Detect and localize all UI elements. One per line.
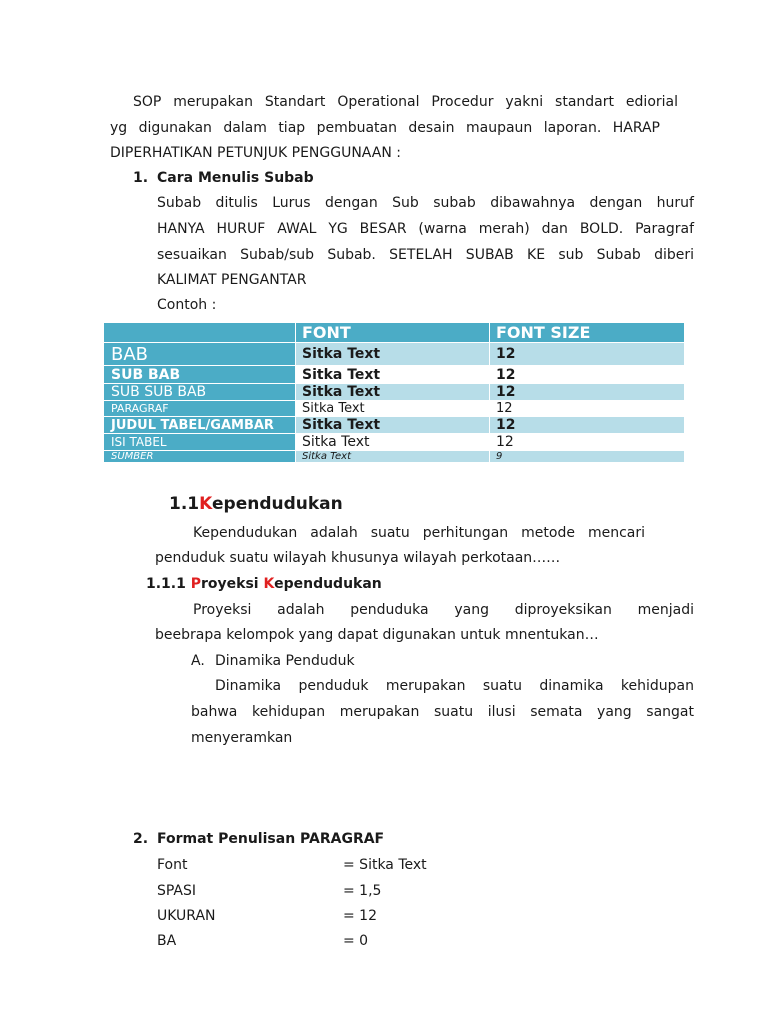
- spec-key-ba: BA: [157, 933, 177, 949]
- table-cell-font: Sitka Text: [296, 451, 490, 463]
- example-para-1-1-line-1: Kependudukan adalah suatu perhitungan metode mencari: [193, 525, 645, 541]
- table-cell-label: JUDUL TABEL/GAMBAR: [104, 417, 296, 434]
- table-cell-font: Sitka Text: [296, 384, 490, 401]
- table-cell-size: 12: [490, 417, 685, 434]
- table-cell-label: ISI TABEL: [104, 434, 296, 451]
- section-1-para-line-1: Subab ditulis Lurus dengan Sub subab dibawahnya dengan huruf: [157, 195, 694, 211]
- example-label: Contoh :: [157, 297, 217, 313]
- example-subheading-label: A.: [191, 653, 205, 669]
- table-cell-label: SUB SUB BAB: [104, 384, 296, 401]
- table-row: [104, 417, 685, 434]
- table-cell-label: SUB BAB: [104, 366, 296, 384]
- heading-rest: royeksi: [201, 576, 264, 592]
- intro-line-1: SOP merupakan Standart Operational Procedur yakni standart ediorial: [133, 94, 678, 110]
- example-subheading-title: Dinamika Penduduk: [215, 653, 355, 669]
- table-cell-size: 12: [490, 366, 685, 384]
- section-1-title: Cara Menulis Subab: [157, 170, 314, 186]
- section-1-para-line-3: sesuaikan Subab/sub Subab. SETELAH SUBAB KE sub Subab diberi: [157, 247, 694, 263]
- example-para-a-line-2: bahwa kehidupan merupakan suatu ilusi semata yang sangat: [191, 704, 694, 720]
- heading-rest: ependudukan: [274, 576, 382, 592]
- table-cell-label: BAB: [104, 343, 296, 366]
- heading-rest: ependudukan: [212, 494, 343, 514]
- heading-initial-red: P: [190, 576, 202, 592]
- table-row: [104, 451, 685, 463]
- heading-initial-red: K: [199, 494, 212, 514]
- table-cell-font: Sitka Text: [296, 401, 490, 417]
- spec-key-ukuran: UKURAN: [157, 908, 216, 924]
- table-cell-font: Sitka Text: [296, 434, 490, 451]
- table-cell-size: 9: [490, 451, 685, 463]
- example-para-a-line-1: Dinamika penduduk merupakan suatu dinamika kehidupan: [215, 678, 694, 694]
- table-cell-font: Sitka Text: [296, 366, 490, 384]
- table-cell-size: 12: [490, 401, 685, 417]
- example-para-a-line-3: menyeramkan: [191, 730, 293, 746]
- spec-value-ukuran: = 12: [343, 908, 377, 924]
- table-row: [104, 434, 685, 451]
- section-2-number: 2.: [133, 831, 149, 847]
- intro-line-2: yg digunakan dalam tiap pembuatan desain maupaun laporan. HARAP: [110, 120, 660, 136]
- section-1-para-line-2: HANYA HURUF AWAL YG BESAR (warna merah) dan BOLD. Paragraf: [157, 221, 694, 237]
- section-1-number: 1.: [133, 170, 149, 186]
- example-heading-1-1-1: [146, 575, 382, 593]
- table-row: [104, 401, 685, 417]
- table-cell-label: SUMBER: [104, 451, 296, 463]
- table-cell-size: 12: [490, 434, 685, 451]
- example-para-1-1-line-2: penduduk suatu wilayah khusunya wilayah perkotaan……: [155, 550, 561, 566]
- table-header-font-size: FONT SIZE: [490, 323, 685, 343]
- heading-initial-red: K: [263, 576, 275, 592]
- table-cell-font: Sitka Text: [296, 417, 490, 434]
- example-heading-1-1: [169, 494, 343, 514]
- example-para-1-1-1-line-2: beebrapa kelompok yang dapat digunakan untuk mnentukan…: [155, 627, 599, 643]
- table-cell-font: Sitka Text: [296, 343, 490, 366]
- table-row: [104, 343, 685, 366]
- spec-value-font: = Sitka Text: [343, 857, 427, 873]
- table-cell-size: 12: [490, 343, 685, 366]
- intro-line-3: DIPERHATIKAN PETUNJUK PENGGUNAAN :: [110, 145, 401, 161]
- spec-key-font: Font: [157, 857, 188, 873]
- table-header-row: [104, 323, 685, 343]
- table-cell-label: PARAGRAF: [104, 401, 296, 417]
- table-header-font: FONT: [296, 323, 490, 343]
- table-row: [104, 384, 685, 401]
- section-1-para-line-4: KALIMAT PENGANTAR: [157, 272, 307, 288]
- section-2-title: Format Penulisan PARAGRAF: [157, 831, 385, 847]
- table-row: [104, 366, 685, 384]
- heading-number: 1.1: [169, 494, 200, 514]
- heading-number: 1.1.1: [146, 576, 186, 592]
- spec-value-ba: = 0: [343, 933, 369, 949]
- table-cell-size: 12: [490, 384, 685, 401]
- example-font-table: [103, 322, 685, 463]
- spec-key-spasi: SPASI: [157, 883, 197, 899]
- spec-value-spasi: = 1,5: [343, 883, 382, 899]
- example-para-1-1-1-line-1: Proyeksi adalah penduduka yang diproyeksikan menjadi: [193, 602, 694, 618]
- table-header-cell: [104, 323, 296, 343]
